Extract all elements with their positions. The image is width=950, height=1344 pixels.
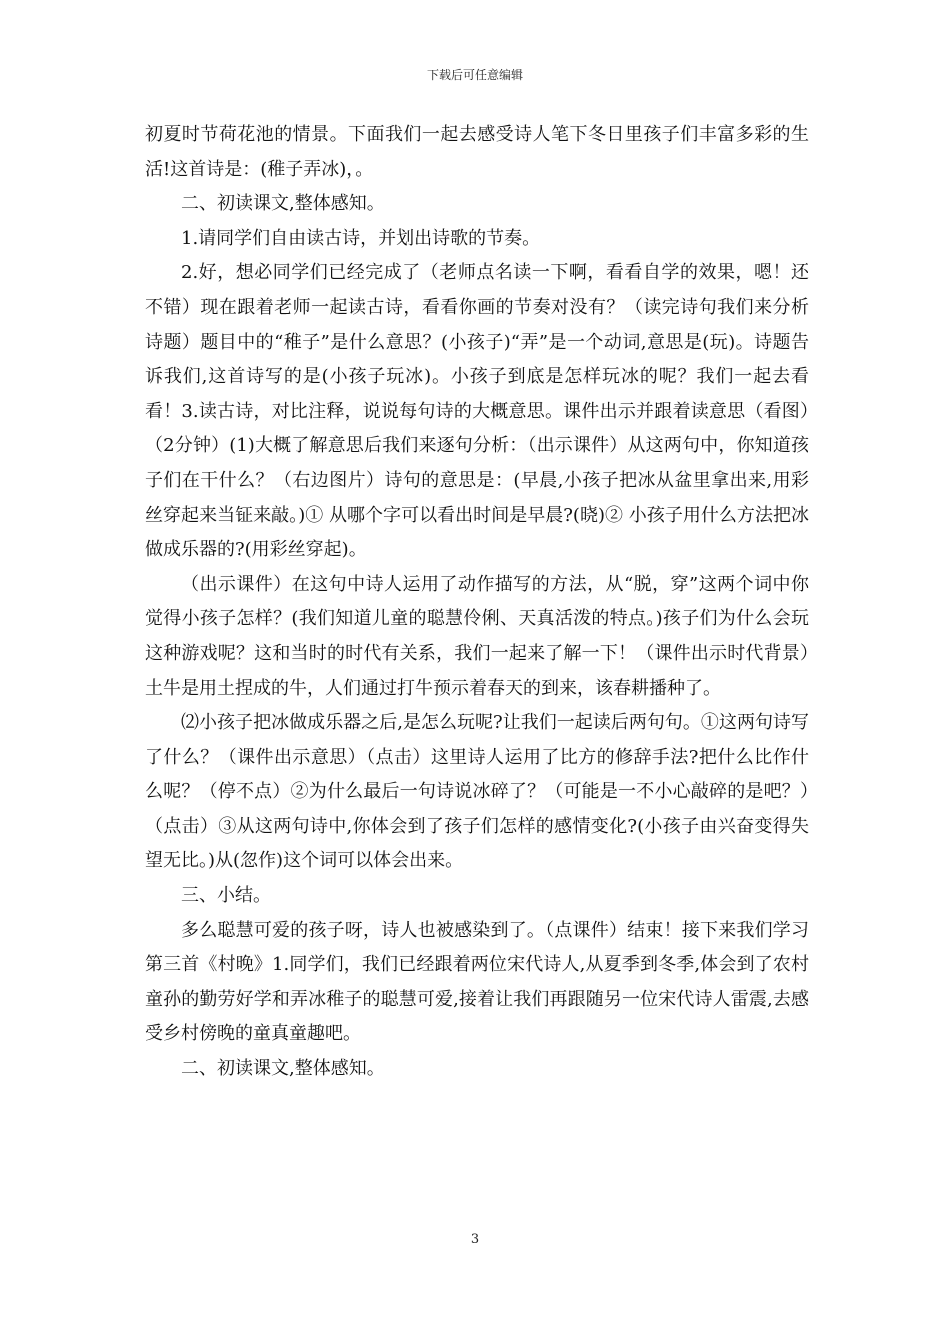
paragraph-summary: 多么聪慧可爱的孩子呀，诗人也被感染到了。（点课件）结束！接下来我们学习第三首《村晚》1.同学们，我们已经跟着两位宋代诗人,从夏季到冬季,体会到了农村童孙的勤劳好学和弄冰稚子的聪慧可爱,接着让我们再跟随另一位宋代诗人雷震,去感受乡村傍晚的童真童趣吧。 xyxy=(145,919,809,1045)
section-heading-first-reading: 二、初读课文,整体感知。 xyxy=(181,193,385,215)
paragraph-analysis-2: ⑵小孩子把冰做成乐器之后,是怎么玩呢?让我们一起读后两句句。①这两句诗写了什么？（课件出示意思）（点击）这里诗人运用了比方的修辞手法?把什么比作什么呢？（停不点）②为什么最后一句诗说冰碎了？（可能是一不小心敲碎的是吧？）（点击）③从这两句诗中,你体会到了孩子们怎样的感情变化?(小孩子由兴奋变得失望无比。)从(忽作)这个词可以体会出来。 xyxy=(145,712,809,872)
paragraph-courseware-action: （出示课件）在这句中诗人运用了动作描写的方法，从“脱，穿”这两个词中你觉得小孩子怎样？(我们知道儿童的聪慧伶俐、天真活泼的特点。)孩子们为什么会玩这种游戏呢？这和当时的时代有关系，我们一起来了解一下！（课件出示时代背景）土牛是用土捏成的牛，人们通过打牛预示着春天的到来，该春耕播种了。 xyxy=(145,573,809,699)
document-body xyxy=(145,118,809,1087)
paragraph-step-1: 1.请同学们自由读古诗，并划出诗歌的节奏。 xyxy=(181,227,541,249)
section-heading-first-reading-2: 二、初读课文,整体感知。 xyxy=(181,1058,385,1080)
page-number: 3 xyxy=(470,1232,480,1247)
section-heading-summary: 三、小结。 xyxy=(181,885,271,907)
page-header: 下载后可任意编辑 xyxy=(426,68,523,82)
paragraph-1: 初夏时节荷花池的情景。下面我们一起去感受诗人笔下冬日里孩子们丰富多彩的生活!这首诗是：(稚子弄冰)，。 xyxy=(145,124,809,180)
paragraph-step-2: 2.好，想必同学们已经完成了（老师点名读一下啊，看看自学的效果，嗯！还不错）现在跟着老师一起读古诗，看看你画的节奏对没有？（读完诗句我们来分析诗题）题目中的“稚子”是什么意思？(小孩子)“弄”是一个动词,意思是(玩)。诗题告诉我们,这首诗写的是(小孩子玩冰)。小孩子到底是怎样玩冰的呢？我们一起去看看！3.读古诗，对比注释，说说每句诗的大概意思。课件出示并跟着读意思（看图）（2分钟）(1)大概了解意思后我们来逐句分析：（出示课件）从这两句中，你知道孩子们在干什么？（右边图片）诗句的意思是：(早晨,小孩子把冰从盆里拿出来,用彩丝穿起来当钲来敲。)① 从哪个字可以看出时间是早晨?(晓)② 小孩子用什么方法把冰做成乐器的?(用彩丝穿起)。 xyxy=(145,262,809,561)
